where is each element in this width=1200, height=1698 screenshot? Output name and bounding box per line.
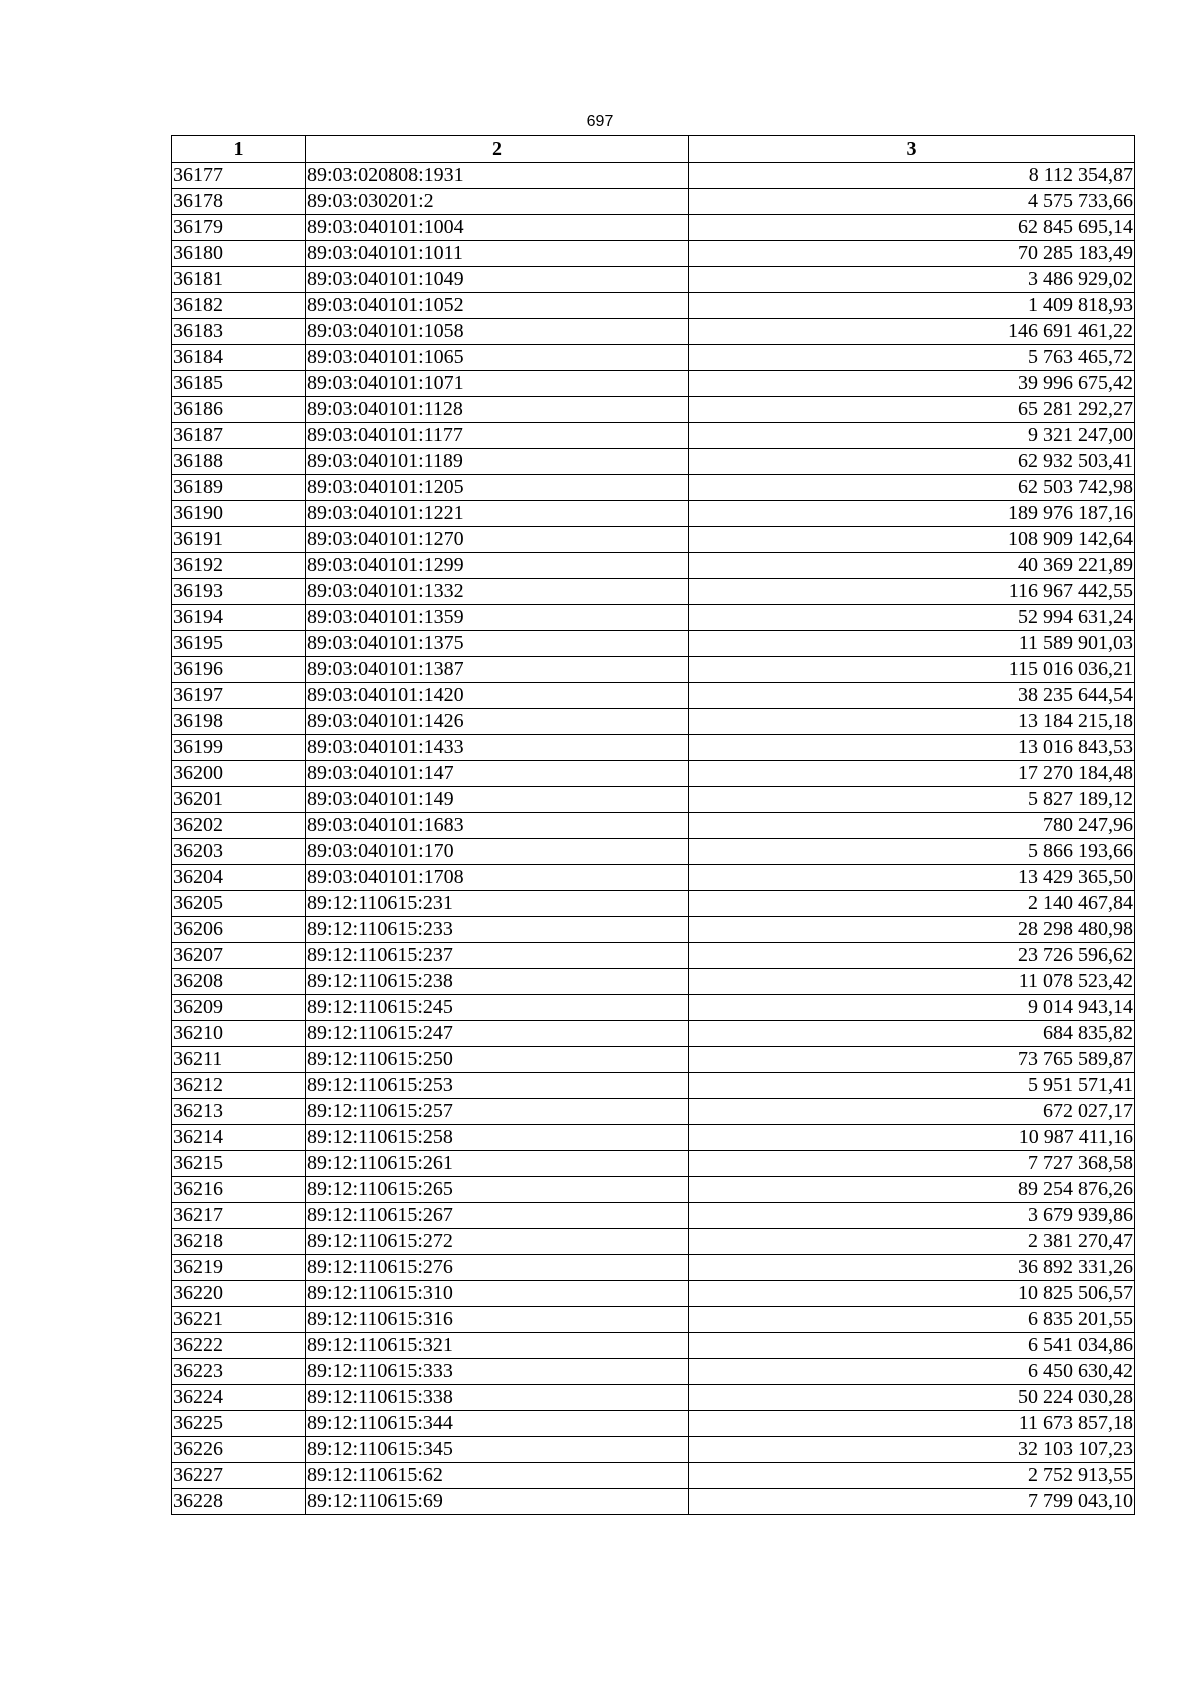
cadastral-number-cell: 89:03:040101:1049 <box>306 267 689 293</box>
row-number-cell: 36190 <box>172 501 306 527</box>
header-row <box>172 136 1135 163</box>
cadastral-number-cell: 89:12:110615:245 <box>306 995 689 1021</box>
value-cell: 39 996 675,42 <box>689 371 1135 397</box>
value-cell: 62 503 742,98 <box>689 475 1135 501</box>
cadastral-number-cell: 89:03:040101:1011 <box>306 241 689 267</box>
value-cell: 9 321 247,00 <box>689 423 1135 449</box>
value-cell: 40 369 221,89 <box>689 553 1135 579</box>
value-cell: 62 845 695,14 <box>689 215 1135 241</box>
table-row <box>172 969 1135 995</box>
table-row <box>172 917 1135 943</box>
row-number-cell: 36222 <box>172 1333 306 1359</box>
cadastral-number-cell: 89:12:110615:233 <box>306 917 689 943</box>
row-number-cell: 36219 <box>172 1255 306 1281</box>
row-number-cell: 36192 <box>172 553 306 579</box>
registry-table <box>171 135 1135 1515</box>
row-number-cell: 36187 <box>172 423 306 449</box>
row-number-cell: 36194 <box>172 605 306 631</box>
table-row <box>172 1125 1135 1151</box>
row-number-cell: 36221 <box>172 1307 306 1333</box>
cadastral-number-cell: 89:03:040101:1420 <box>306 683 689 709</box>
cadastral-number-cell: 89:03:040101:1177 <box>306 423 689 449</box>
table-row <box>172 423 1135 449</box>
row-number-cell: 36181 <box>172 267 306 293</box>
table-row <box>172 163 1135 189</box>
value-cell: 8 112 354,87 <box>689 163 1135 189</box>
table-body <box>172 163 1135 1515</box>
cadastral-number-cell: 89:12:110615:62 <box>306 1463 689 1489</box>
row-number-cell: 36204 <box>172 865 306 891</box>
value-cell: 5 866 193,66 <box>689 839 1135 865</box>
cadastral-number-cell: 89:12:110615:267 <box>306 1203 689 1229</box>
table-row <box>172 735 1135 761</box>
row-number-cell: 36203 <box>172 839 306 865</box>
cadastral-number-cell: 89:12:110615:316 <box>306 1307 689 1333</box>
cadastral-number-cell: 89:12:110615:321 <box>306 1333 689 1359</box>
value-cell: 3 486 929,02 <box>689 267 1135 293</box>
cadastral-number-cell: 89:12:110615:237 <box>306 943 689 969</box>
cadastral-number-cell: 89:12:110615:272 <box>306 1229 689 1255</box>
value-cell: 5 951 571,41 <box>689 1073 1135 1099</box>
table-row <box>172 761 1135 787</box>
cadastral-number-cell: 89:12:110615:258 <box>306 1125 689 1151</box>
value-cell: 62 932 503,41 <box>689 449 1135 475</box>
table-row <box>172 267 1135 293</box>
row-number-cell: 36189 <box>172 475 306 501</box>
row-number-cell: 36205 <box>172 891 306 917</box>
row-number-cell: 36212 <box>172 1073 306 1099</box>
value-cell: 6 541 034,86 <box>689 1333 1135 1359</box>
value-cell: 11 673 857,18 <box>689 1411 1135 1437</box>
value-cell: 10 825 506,57 <box>689 1281 1135 1307</box>
cadastral-number-cell: 89:12:110615:333 <box>306 1359 689 1385</box>
table-row <box>172 579 1135 605</box>
row-number-cell: 36209 <box>172 995 306 1021</box>
row-number-cell: 36227 <box>172 1463 306 1489</box>
cadastral-number-cell: 89:12:110615:338 <box>306 1385 689 1411</box>
header-col-3: 3 <box>689 136 1135 163</box>
table-row <box>172 1177 1135 1203</box>
value-cell: 146 691 461,22 <box>689 319 1135 345</box>
value-cell: 9 014 943,14 <box>689 995 1135 1021</box>
table-row <box>172 1333 1135 1359</box>
table-row <box>172 839 1135 865</box>
row-number-cell: 36182 <box>172 293 306 319</box>
table-row <box>172 553 1135 579</box>
value-cell: 28 298 480,98 <box>689 917 1135 943</box>
row-number-cell: 36228 <box>172 1489 306 1515</box>
value-cell: 11 078 523,42 <box>689 969 1135 995</box>
cadastral-number-cell: 89:12:110615:344 <box>306 1411 689 1437</box>
cadastral-number-cell: 89:12:110615:261 <box>306 1151 689 1177</box>
table-row <box>172 1359 1135 1385</box>
cadastral-number-cell: 89:12:110615:265 <box>306 1177 689 1203</box>
cadastral-number-cell: 89:03:040101:147 <box>306 761 689 787</box>
row-number-cell: 36195 <box>172 631 306 657</box>
row-number-cell: 36178 <box>172 189 306 215</box>
table-row <box>172 1385 1135 1411</box>
row-number-cell: 36179 <box>172 215 306 241</box>
value-cell: 65 281 292,27 <box>689 397 1135 423</box>
row-number-cell: 36199 <box>172 735 306 761</box>
table-header <box>172 136 1135 163</box>
table-row <box>172 709 1135 735</box>
cadastral-number-cell: 89:12:110615:247 <box>306 1021 689 1047</box>
value-cell: 38 235 644,54 <box>689 683 1135 709</box>
value-cell: 1 409 818,93 <box>689 293 1135 319</box>
row-number-cell: 36202 <box>172 813 306 839</box>
table-row <box>172 787 1135 813</box>
value-cell: 116 967 442,55 <box>689 579 1135 605</box>
value-cell: 36 892 331,26 <box>689 1255 1135 1281</box>
cadastral-number-cell: 89:12:110615:253 <box>306 1073 689 1099</box>
row-number-cell: 36226 <box>172 1437 306 1463</box>
value-cell: 189 976 187,16 <box>689 501 1135 527</box>
value-cell: 5 827 189,12 <box>689 787 1135 813</box>
row-number-cell: 36223 <box>172 1359 306 1385</box>
value-cell: 13 016 843,53 <box>689 735 1135 761</box>
row-number-cell: 36201 <box>172 787 306 813</box>
row-number-cell: 36183 <box>172 319 306 345</box>
cadastral-number-cell: 89:03:040101:1426 <box>306 709 689 735</box>
cadastral-number-cell: 89:12:110615:257 <box>306 1099 689 1125</box>
row-number-cell: 36207 <box>172 943 306 969</box>
cadastral-number-cell: 89:12:110615:69 <box>306 1489 689 1515</box>
table-row <box>172 345 1135 371</box>
table-row <box>172 189 1135 215</box>
value-cell: 6 835 201,55 <box>689 1307 1135 1333</box>
cadastral-number-cell: 89:03:040101:1332 <box>306 579 689 605</box>
cadastral-number-cell: 89:12:110615:345 <box>306 1437 689 1463</box>
table-row <box>172 1281 1135 1307</box>
table-row <box>172 631 1135 657</box>
table-row <box>172 1229 1135 1255</box>
value-cell: 3 679 939,86 <box>689 1203 1135 1229</box>
table-row <box>172 501 1135 527</box>
cadastral-number-cell: 89:12:110615:231 <box>306 891 689 917</box>
page-number: 697 <box>586 113 614 130</box>
table-row <box>172 1047 1135 1073</box>
row-number-cell: 36213 <box>172 1099 306 1125</box>
cadastral-number-cell: 89:03:040101:1221 <box>306 501 689 527</box>
row-number-cell: 36225 <box>172 1411 306 1437</box>
table-row <box>172 397 1135 423</box>
row-number-cell: 36214 <box>172 1125 306 1151</box>
row-number-cell: 36191 <box>172 527 306 553</box>
table-row <box>172 1073 1135 1099</box>
cadastral-number-cell: 89:12:110615:310 <box>306 1281 689 1307</box>
table-row <box>172 527 1135 553</box>
cadastral-number-cell: 89:03:040101:1058 <box>306 319 689 345</box>
table-row <box>172 891 1135 917</box>
cadastral-number-cell: 89:12:110615:238 <box>306 969 689 995</box>
value-cell: 2 381 270,47 <box>689 1229 1135 1255</box>
table-row <box>172 657 1135 683</box>
cadastral-number-cell: 89:03:040101:1387 <box>306 657 689 683</box>
cadastral-number-cell: 89:03:040101:1359 <box>306 605 689 631</box>
table-row <box>172 1255 1135 1281</box>
table-row <box>172 1099 1135 1125</box>
table-row <box>172 449 1135 475</box>
row-number-cell: 36186 <box>172 397 306 423</box>
table-row <box>172 1151 1135 1177</box>
cadastral-number-cell: 89:03:040101:1004 <box>306 215 689 241</box>
value-cell: 672 027,17 <box>689 1099 1135 1125</box>
cadastral-number-cell: 89:03:040101:1065 <box>306 345 689 371</box>
table-row <box>172 319 1135 345</box>
row-number-cell: 36185 <box>172 371 306 397</box>
table-row <box>172 371 1135 397</box>
cadastral-number-cell: 89:12:110615:276 <box>306 1255 689 1281</box>
table-row <box>172 1489 1135 1515</box>
value-cell: 89 254 876,26 <box>689 1177 1135 1203</box>
cadastral-number-cell: 89:03:040101:1205 <box>306 475 689 501</box>
table-row <box>172 293 1135 319</box>
table-row <box>172 1021 1135 1047</box>
table-row <box>172 215 1135 241</box>
value-cell: 70 285 183,49 <box>689 241 1135 267</box>
cadastral-number-cell: 89:03:040101:1375 <box>306 631 689 657</box>
row-number-cell: 36211 <box>172 1047 306 1073</box>
table-row <box>172 813 1135 839</box>
cadastral-number-cell: 89:03:040101:170 <box>306 839 689 865</box>
value-cell: 2 140 467,84 <box>689 891 1135 917</box>
row-number-cell: 36206 <box>172 917 306 943</box>
value-cell: 7 727 368,58 <box>689 1151 1135 1177</box>
table-row <box>172 865 1135 891</box>
header-col-2: 2 <box>306 136 689 163</box>
row-number-cell: 36210 <box>172 1021 306 1047</box>
value-cell: 115 016 036,21 <box>689 657 1135 683</box>
cadastral-number-cell: 89:03:040101:1683 <box>306 813 689 839</box>
cadastral-number-cell: 89:03:040101:1128 <box>306 397 689 423</box>
table-row <box>172 1437 1135 1463</box>
value-cell: 11 589 901,03 <box>689 631 1135 657</box>
table-row <box>172 1463 1135 1489</box>
value-cell: 17 270 184,48 <box>689 761 1135 787</box>
value-cell: 13 184 215,18 <box>689 709 1135 735</box>
cadastral-number-cell: 89:03:040101:1270 <box>306 527 689 553</box>
row-number-cell: 36188 <box>172 449 306 475</box>
cadastral-number-cell: 89:12:110615:250 <box>306 1047 689 1073</box>
row-number-cell: 36184 <box>172 345 306 371</box>
value-cell: 7 799 043,10 <box>689 1489 1135 1515</box>
cadastral-number-cell: 89:03:040101:1299 <box>306 553 689 579</box>
table-row <box>172 605 1135 631</box>
cadastral-number-cell: 89:03:040101:1708 <box>306 865 689 891</box>
value-cell: 2 752 913,55 <box>689 1463 1135 1489</box>
row-number-cell: 36216 <box>172 1177 306 1203</box>
row-number-cell: 36200 <box>172 761 306 787</box>
row-number-cell: 36224 <box>172 1385 306 1411</box>
table-row <box>172 1307 1135 1333</box>
value-cell: 6 450 630,42 <box>689 1359 1135 1385</box>
row-number-cell: 36215 <box>172 1151 306 1177</box>
row-number-cell: 36218 <box>172 1229 306 1255</box>
row-number-cell: 36217 <box>172 1203 306 1229</box>
table-row <box>172 241 1135 267</box>
value-cell: 50 224 030,28 <box>689 1385 1135 1411</box>
row-number-cell: 36208 <box>172 969 306 995</box>
table-row <box>172 1411 1135 1437</box>
value-cell: 4 575 733,66 <box>689 189 1135 215</box>
value-cell: 108 909 142,64 <box>689 527 1135 553</box>
value-cell: 780 247,96 <box>689 813 1135 839</box>
value-cell: 5 763 465,72 <box>689 345 1135 371</box>
cadastral-number-cell: 89:03:040101:1189 <box>306 449 689 475</box>
table-row <box>172 475 1135 501</box>
value-cell: 73 765 589,87 <box>689 1047 1135 1073</box>
table-row <box>172 683 1135 709</box>
cadastral-number-cell: 89:03:020808:1931 <box>306 163 689 189</box>
cadastral-number-cell: 89:03:040101:1433 <box>306 735 689 761</box>
table-row <box>172 943 1135 969</box>
row-number-cell: 36193 <box>172 579 306 605</box>
value-cell: 52 994 631,24 <box>689 605 1135 631</box>
value-cell: 10 987 411,16 <box>689 1125 1135 1151</box>
value-cell: 13 429 365,50 <box>689 865 1135 891</box>
row-number-cell: 36198 <box>172 709 306 735</box>
value-cell: 684 835,82 <box>689 1021 1135 1047</box>
row-number-cell: 36196 <box>172 657 306 683</box>
row-number-cell: 36177 <box>172 163 306 189</box>
cadastral-number-cell: 89:03:040101:1052 <box>306 293 689 319</box>
cadastral-number-cell: 89:03:040101:1071 <box>306 371 689 397</box>
value-cell: 32 103 107,23 <box>689 1437 1135 1463</box>
cadastral-number-cell: 89:03:030201:2 <box>306 189 689 215</box>
row-number-cell: 36220 <box>172 1281 306 1307</box>
cadastral-number-cell: 89:03:040101:149 <box>306 787 689 813</box>
value-cell: 23 726 596,62 <box>689 943 1135 969</box>
row-number-cell: 36197 <box>172 683 306 709</box>
table-row <box>172 1203 1135 1229</box>
table-row <box>172 995 1135 1021</box>
header-col-1: 1 <box>172 136 306 163</box>
row-number-cell: 36180 <box>172 241 306 267</box>
